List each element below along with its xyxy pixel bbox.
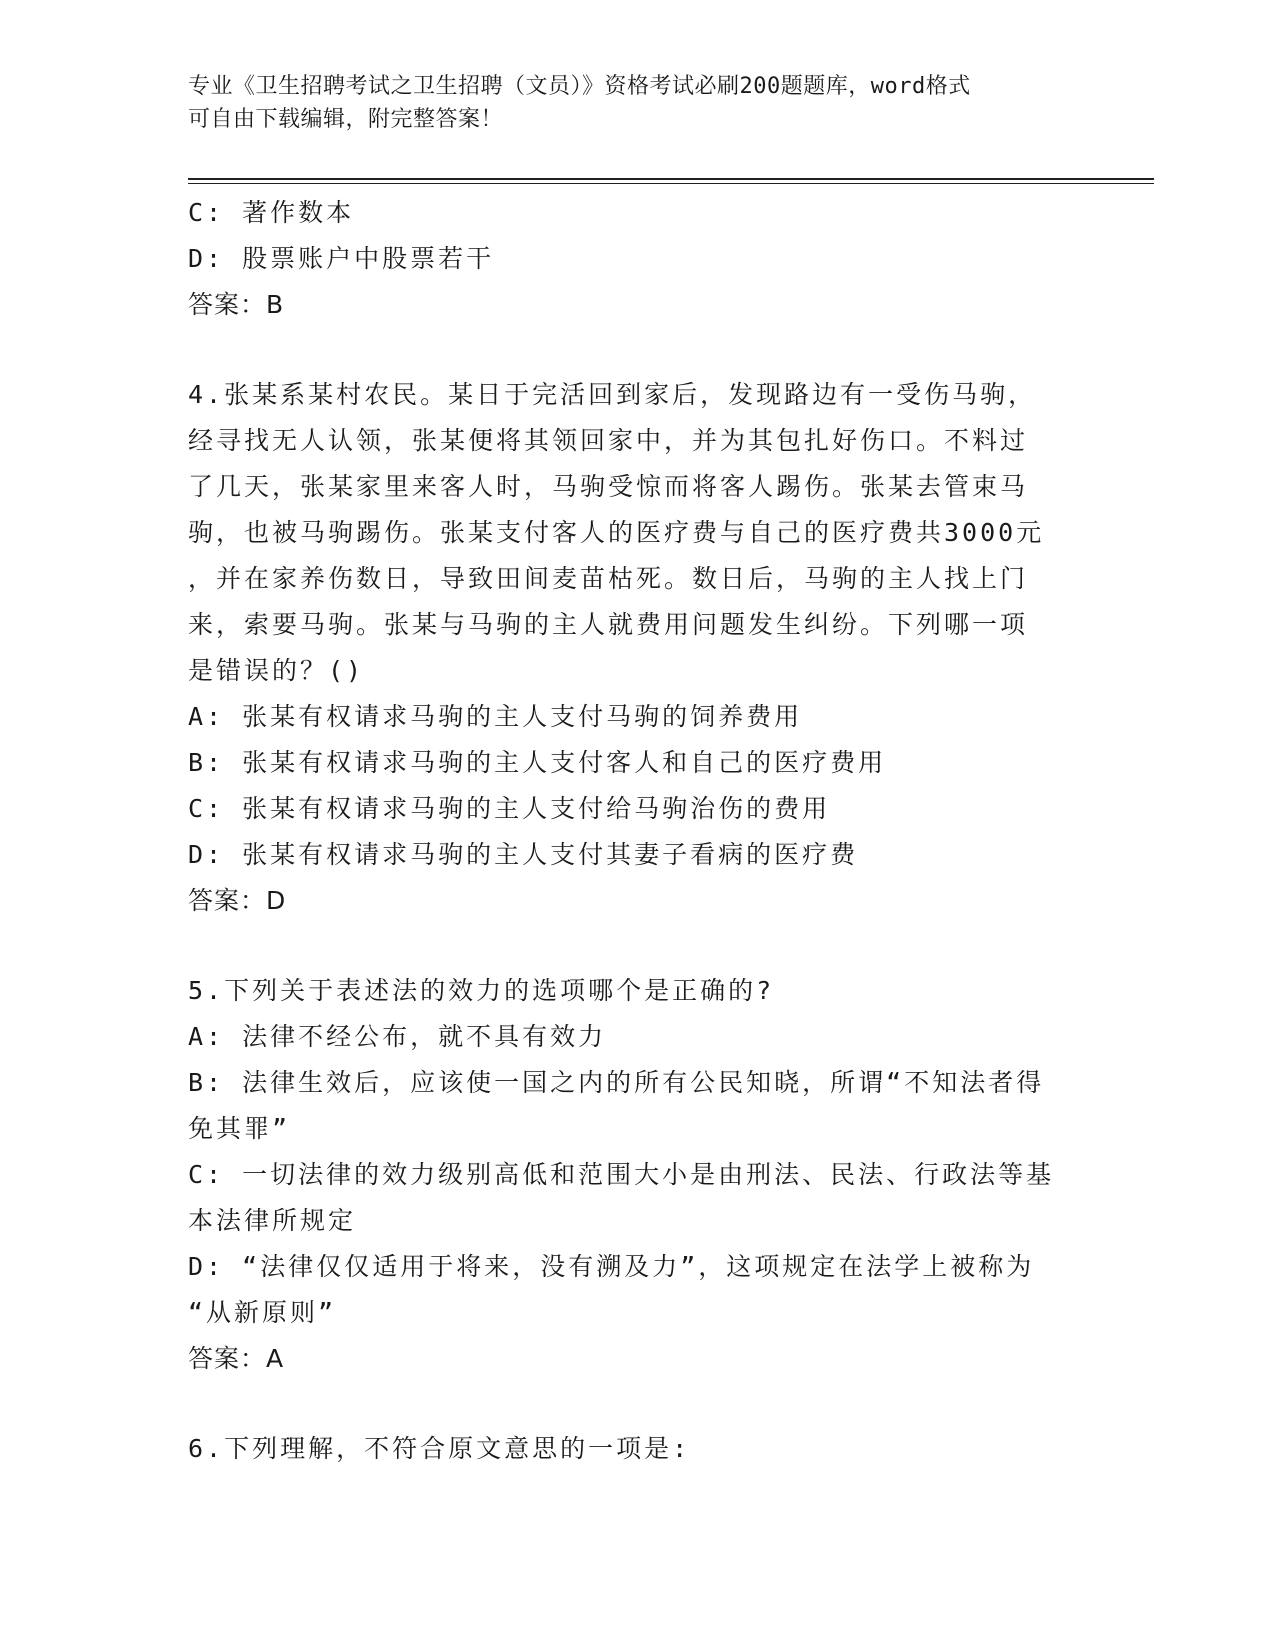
- q4-answer: 答案：D: [188, 886, 287, 915]
- q3-option-d: D: 股票账户中股票若干: [188, 244, 495, 273]
- header-divider-thick: [188, 178, 1154, 180]
- question-3: [188, 190, 1088, 328]
- q4-stem-line: 了几天，张某家里来客人时，马驹受惊而将客人踢伤。张某去管束马: [188, 472, 1029, 501]
- question-6: [188, 1426, 1088, 1472]
- q4-stem-line: 来，索要马驹。张某与马驹的主人就费用问题发生纠纷。下列哪一项: [188, 610, 1029, 639]
- question-5: [188, 968, 1088, 1382]
- q4-option-c: C: 张某有权请求马驹的主人支付给马驹治伤的费用: [188, 794, 831, 823]
- q3-answer: 答案：B: [188, 290, 285, 319]
- q6-stem: 6.下列理解，不符合原文意思的一项是:: [188, 1434, 691, 1463]
- q3-option-c: C: 著作数本: [188, 198, 355, 227]
- q5-answer: 答案：A: [188, 1344, 285, 1373]
- q5-option-a: A: 法律不经公布，就不具有效力: [188, 1022, 607, 1051]
- q4-stem-line: 4.张某系某村农民。某日于完活回到家后，发现路边有一受伤马驹，: [188, 380, 1037, 409]
- q4-option-a: A: 张某有权请求马驹的主人支付马驹的饲养费用: [188, 702, 803, 731]
- q5-option-c-line: 本法律所规定: [188, 1206, 357, 1235]
- q4-stem-line: 经寻找无人认领，张某便将其领回家中，并为其包扎好伤口。不料过: [188, 426, 1029, 455]
- q4-stem-line: ，并在家养伤数日，导致田间麦苗枯死。数日后，马驹的主人找上门: [188, 564, 1029, 593]
- header-divider-thin: [188, 183, 1154, 184]
- q5-stem: 5.下列关于表述法的效力的选项哪个是正确的?: [188, 976, 775, 1005]
- q4-stem-line: 是错误的？(): [188, 656, 365, 685]
- header-line-1: 专业《卫生招聘考试之卫生招聘（文员）》资格考试必刷200题题库，word格式: [188, 74, 971, 99]
- q5-option-b-line: 免其罪”: [188, 1114, 291, 1143]
- q5-option-b-line: B: 法律生效后，应该使一国之内的所有公民知晓，所谓“不知法者得: [188, 1068, 1045, 1097]
- question-4: [188, 372, 1088, 924]
- document-body: [188, 190, 1088, 1472]
- q5-option-c-line: C: 一切法律的效力级别高低和范围大小是由刑法、民法、行政法等基: [188, 1160, 1055, 1189]
- document-header: [188, 70, 1088, 136]
- q4-option-d: D: 张某有权请求马驹的主人支付其妻子看病的医疗费: [188, 840, 859, 869]
- q4-option-b: B: 张某有权请求马驹的主人支付客人和自己的医疗费用: [188, 748, 887, 777]
- header-line-2: 可自由下载编辑，附完整答案！: [188, 107, 504, 132]
- q4-stem-line: 驹，也被马驹踢伤。张某支付客人的医疗费与自己的医疗费共3000元: [188, 518, 1045, 547]
- q5-option-d-line: “从新原则”: [188, 1298, 337, 1327]
- q5-option-d-line: D: “法律仅仅适用于将来，没有溯及力”，这项规定在法学上被称为: [188, 1252, 1035, 1281]
